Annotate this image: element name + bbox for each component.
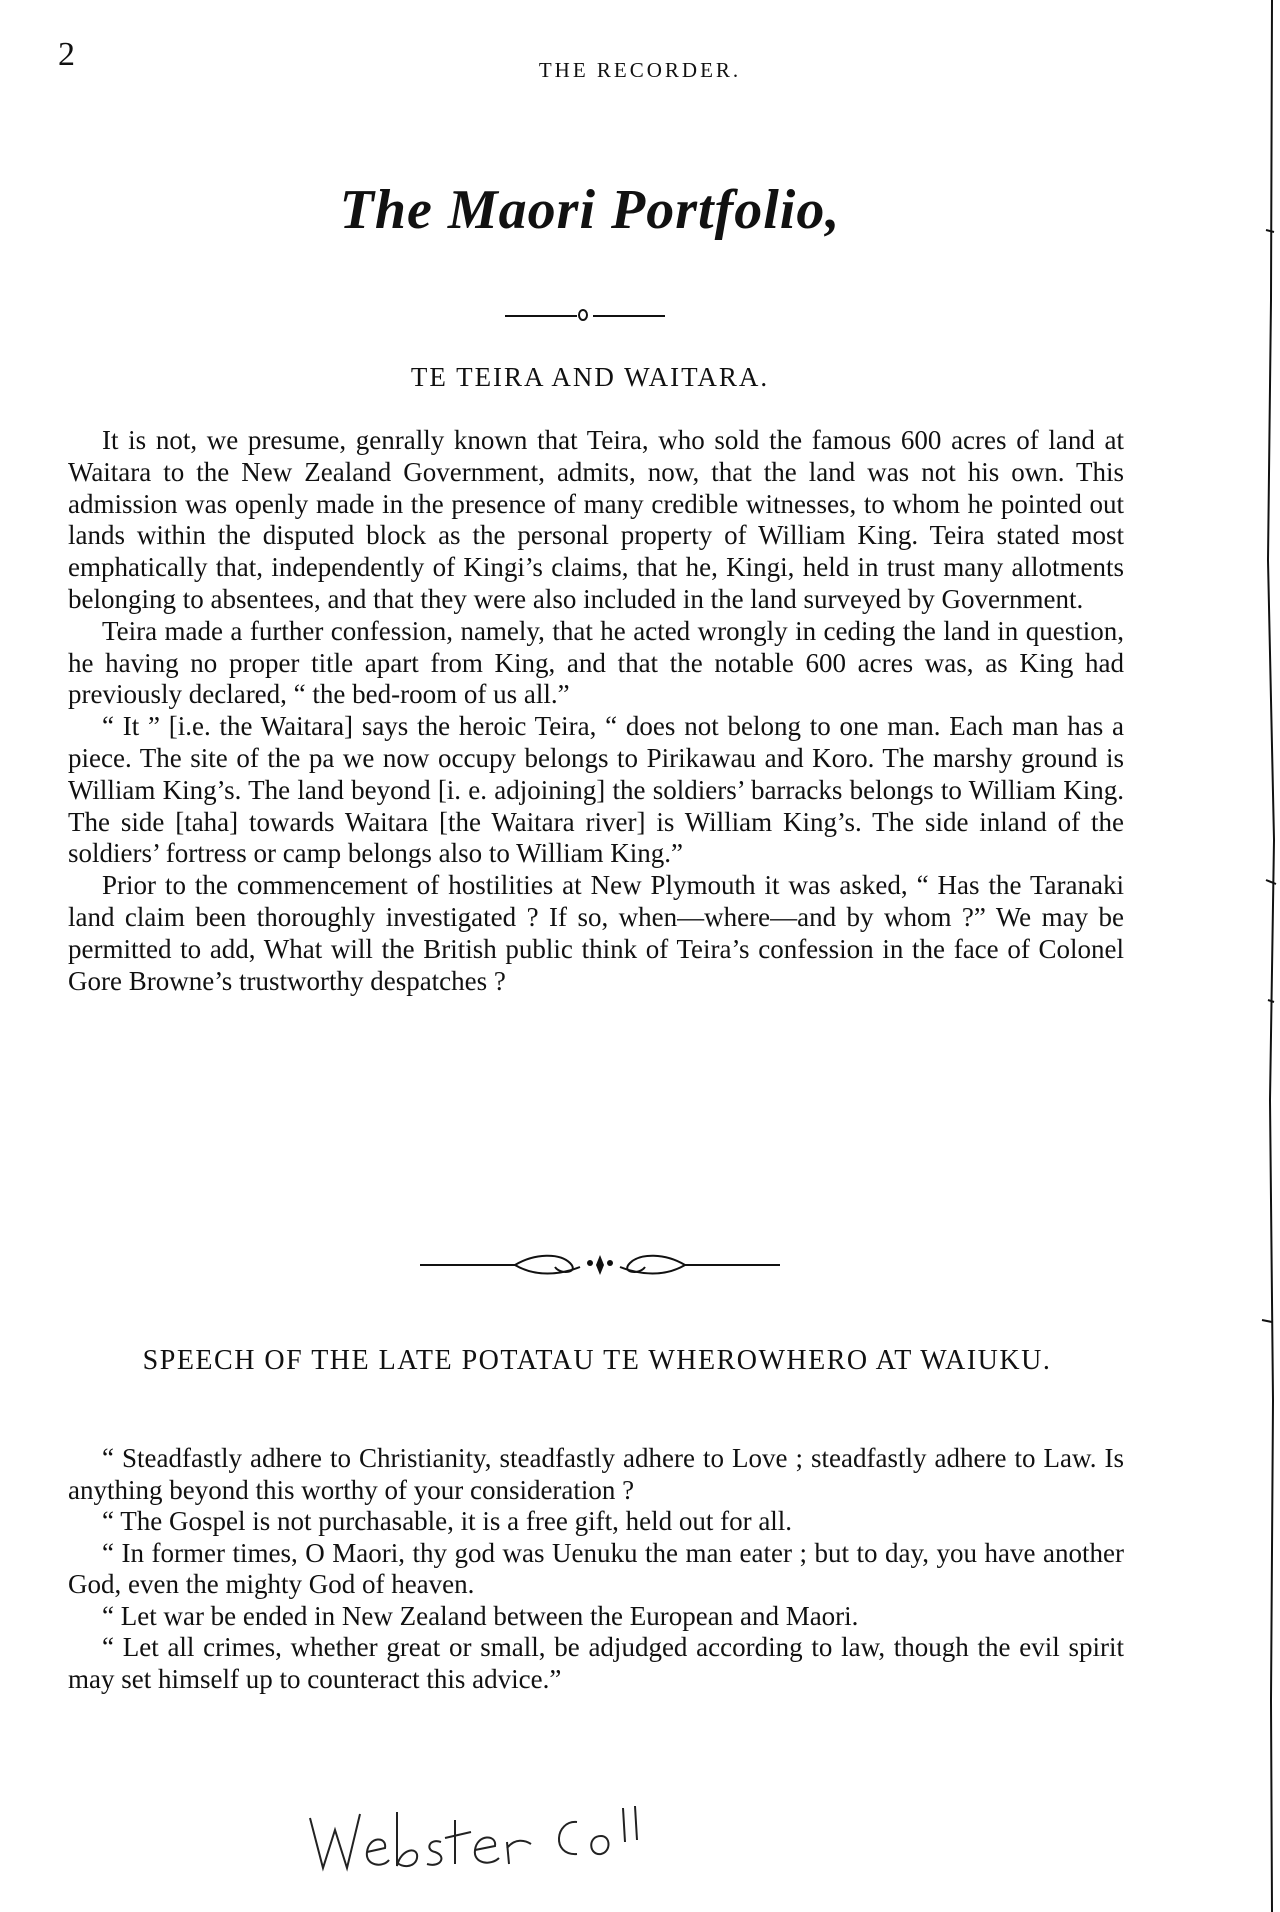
- paragraph: Prior to the commencement of hostilities at New Plymouth it was asked, “ Has the Taranaki land claim been thoroughly investigated ? If so, when—where—and by whom ?” We may be permitted to add, What will the British public think of Teira’s confession in the face of Colonel Gore Browne’s trustworthy despatches ?: [68, 870, 1124, 996]
- article-title-speech: SPEECH OF THE LATE POTATAU TE WHEROWHERO AT WAIUKU.: [142, 1345, 1052, 1376]
- article-body-te-teira: [68, 425, 1124, 997]
- running-head: THE RECORDER.: [538, 58, 742, 82]
- paragraph: “ Let all crimes, whether great or small, be adjudged according to law, though the evil spirit may set himself up to counteract this advice.”: [68, 1632, 1124, 1694]
- ornamental-divider: [420, 1245, 780, 1285]
- paragraph: Teira made a further confession, namely, that he acted wrongly in ceding the land in question, he having no proper title apart from King, and that the notable 600 acres was, as King had previously declared, “ the bed-room of us all.”: [68, 615, 1124, 710]
- scanned-page-edge: [1250, 0, 1280, 1912]
- handwritten-signature: [305, 1800, 685, 1880]
- section-divider: [505, 306, 665, 326]
- paragraph: “ It ” [i.e. the Waitara] says the heroic Teira, “ does not belong to one man. Each man has a piece. The site of the pa we now occupy belongs to Pirikawau and Koro. The marshy ground is William King’s. The land beyond [i. e. adjoining] the soldiers’ barracks belongs to William King. The side [taha] towards Waitara [the Waitara river] is William King’s. The side inland of the soldiers’ fortress or camp belongs also to William King.”: [68, 711, 1124, 869]
- paragraph: “ Steadfastly adhere to Christianity, steadfastly adhere to Love ; steadfastly adhere to Law. Is anything beyond this worthy of your consideration ?: [68, 1443, 1124, 1505]
- article-body-speech: [68, 1443, 1124, 1695]
- paragraph: “ Let war be ended in New Zealand between the European and Maori.: [102, 1600, 859, 1631]
- article-title-te-teira: TE TEIRA AND WAITARA.: [410, 362, 770, 392]
- paragraph: “ The Gospel is not purchasable, it is a free gift, held out for all.: [102, 1506, 793, 1536]
- paragraph: “ In former times, O Maori, thy god was Uenuku the man eater ; but to day, you have another God, even the mighty God of heaven.: [68, 1537, 1124, 1599]
- paragraph: It is not, we presume, genrally known that Teira, who sold the famous 600 acres of land at Waitara to the New Zealand Government, admits, now, that the land was not his own. This admission was openly made in the presence of many credible witnesses, to whom he pointed out lands within the disputed block as the personal property of William King. Teira stated most emphatically that, independently of Kingi’s claims, that he, Kingi, held in trust many allotments belonging to absentees, and that they were also included in the land surveyed by Government.: [68, 425, 1124, 614]
- portfolio-title: The Maori Portfolio,: [339, 179, 841, 241]
- page-number: 2: [58, 36, 75, 73]
